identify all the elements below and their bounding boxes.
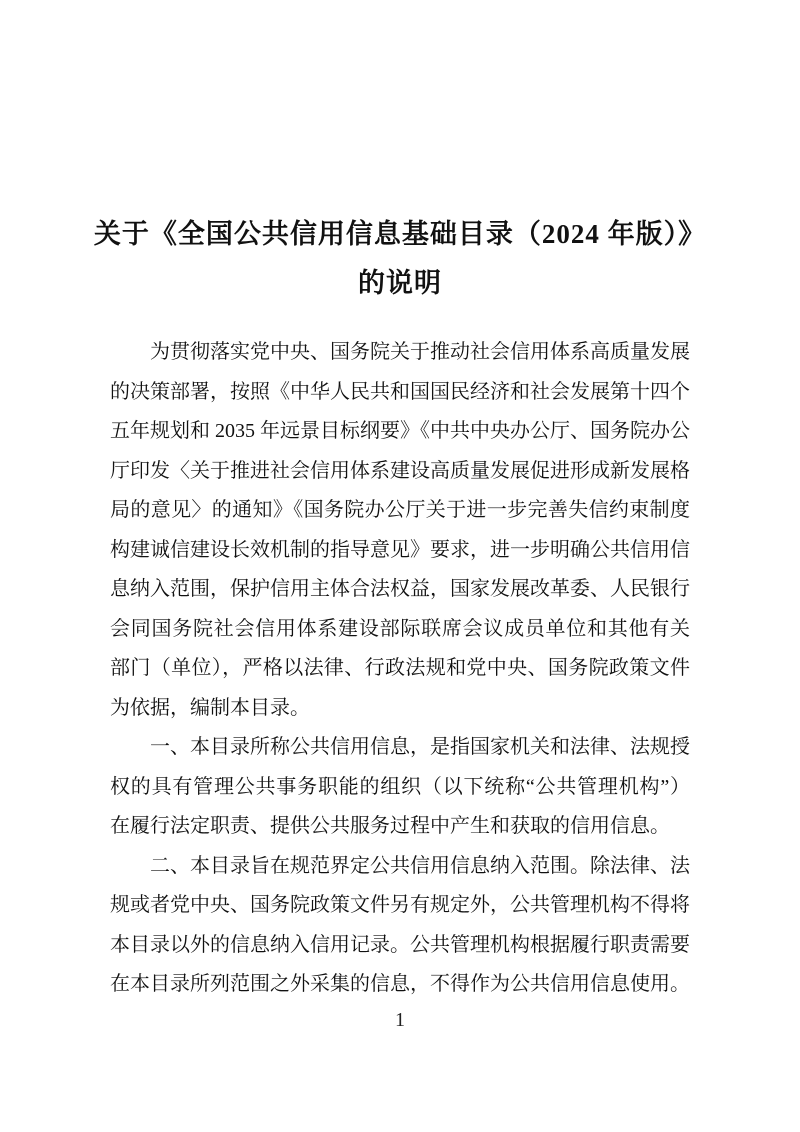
body-line: 在履行法定职责、提供公共服务过程中产生和获取的信用信息。 bbox=[110, 815, 670, 837]
body-line: 二、本目录旨在规范界定公共信用信息纳入范围。除法律、法 bbox=[150, 854, 690, 877]
document-title bbox=[0, 0, 800, 308]
body-line: 的决策部署，按照《中华人民共和国国民经济和社会发展第十四个 bbox=[110, 380, 690, 403]
body-line: 部门（单位），严格以法律、行政法规和党中央、国务院政策文件 bbox=[110, 657, 690, 679]
body-line: 本目录以外的信息纳入信用记录。公共管理机构根据履行职责需要 bbox=[110, 933, 690, 956]
body-line: 一、本目录所称公共信用信息，是指国家机关和法律、法规授 bbox=[150, 736, 690, 758]
body-line: 规或者党中央、国务院政策文件另有规定外，公共管理机构不得将 bbox=[110, 894, 690, 916]
body-line: 息纳入范围，保护信用主体合法权益，国家发展改革委、人民银行 bbox=[110, 578, 690, 600]
body-line: 局的意见〉的通知》《国务院办公厅关于进一步完善失信约束制度 bbox=[110, 499, 690, 521]
document-body bbox=[110, 333, 690, 1005]
body-line: 五年规划和 2035 年远景目标纲要》《中共中央办公厅、国务院办公 bbox=[110, 420, 690, 442]
page-number: 1 bbox=[395, 1008, 405, 1031]
body-line: 厅印发〈关于推进社会信用体系建设高质量发展促进形成新发展格 bbox=[110, 459, 690, 482]
body-line: 为贯彻落实党中央、国务院关于推动社会信用体系高质量发展 bbox=[150, 341, 690, 363]
body-line: 在本目录所列范围之外采集的信息，不得作为公共信用信息使用。 bbox=[110, 973, 690, 995]
document-title-line-1: 关于《全国公共信用信息基础目录（2024 年版）》 bbox=[93, 219, 707, 249]
body-line: 为依据，编制本目录。 bbox=[110, 696, 310, 719]
body-line: 权的具有管理公共事务职能的组织（以下统称“公共管理机构”） bbox=[110, 775, 690, 798]
body-line: 构建诚信建设长效机制的指导意见》要求，进一步明确公共信用信 bbox=[110, 538, 690, 561]
document-title-line-2: 的说明 bbox=[358, 268, 442, 298]
body-line: 会同国务院社会信用体系建设部际联席会议成员单位和其他有关 bbox=[110, 617, 690, 640]
